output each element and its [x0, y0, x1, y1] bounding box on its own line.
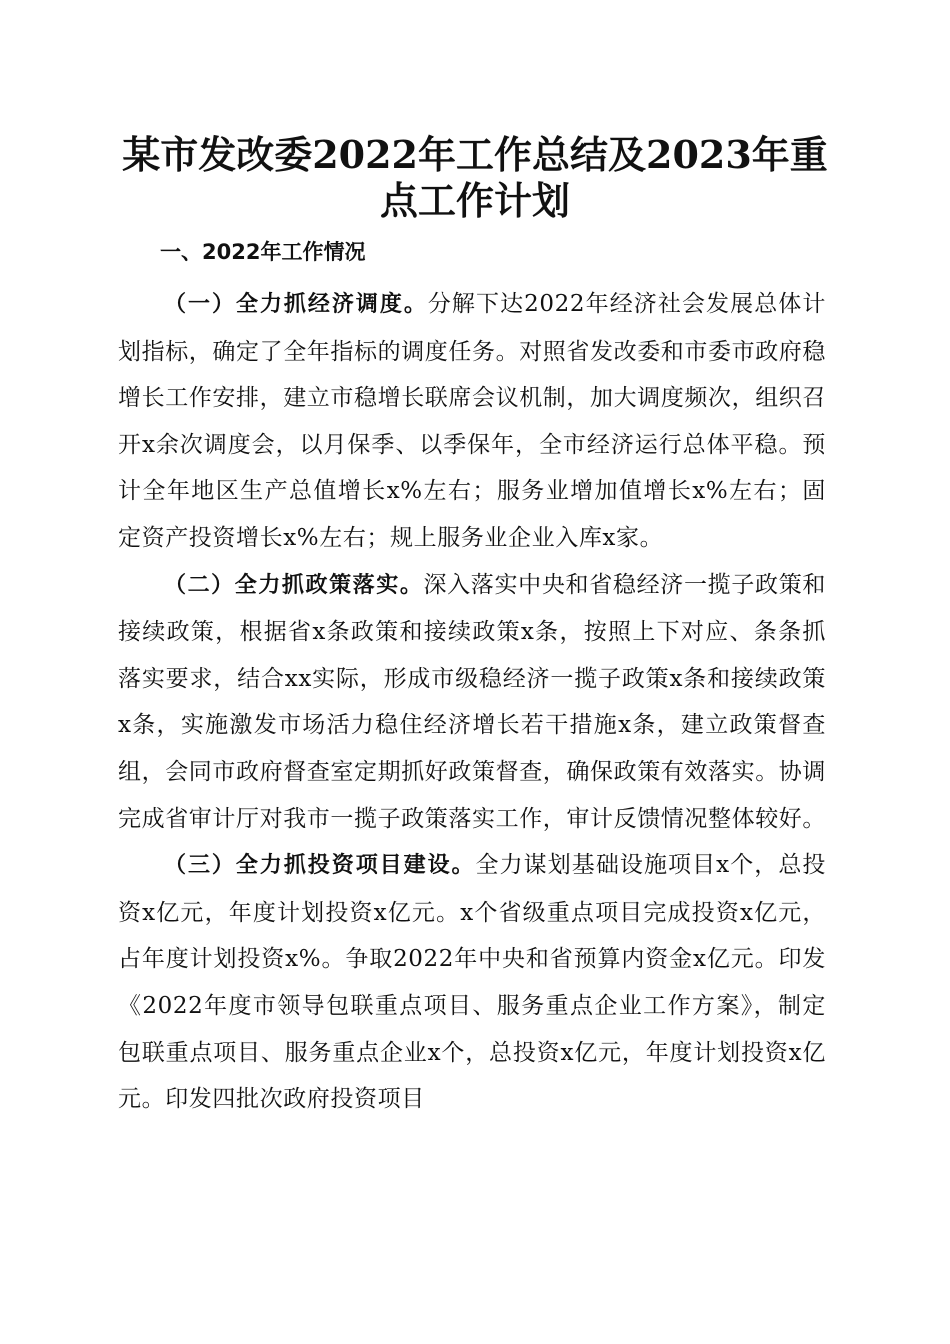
paragraph-investment-projects	[118, 842, 826, 1123]
paragraph-text: 深入落实中央和省稳经济一揽子政策和接续政策，根据省x条政策和接续政策x条，按照上下对应、条条抓落实要求，结合xx实际，形成市级稳经济一揽子政策x条和接续政策x条，实施激发市场活力稳住经济增长若干措施x条，建立政策督查组，会同市政府督查室定期抓好政策督查，确保政策有效落实。协调完成省审计厅对我市一揽子政策落实工作，审计反馈情况整体较好。	[118, 571, 826, 832]
paragraph-policy-implementation	[118, 562, 826, 843]
paragraph-lead: （二）全力抓政策落实。	[164, 572, 424, 598]
paragraph-text: 分解下达2022年经济社会发展总体计划指标，确定了全年指标的调度任务。对照省发改委和市委市政府稳增长工作安排，建立市稳增长联席会议机制，加大调度频次，组织召开x余次调度会，以月保季、以季保年，全市经济运行总体平稳。预计全年地区生产总值增长x%左右；服务业增加值增长x%左右；固定资产投资增长x%左右；规上服务业企业入库x家。	[118, 291, 826, 551]
document-body	[118, 281, 826, 1123]
paragraph-text: 全力谋划基础设施项目x个，总投资x亿元，年度计划投资x亿元。x个省级重点项目完成投资x亿元，占年度计划投资x%。争取2022年中央和省预算内资金x亿元。印发《2022年度市领导包联重点项目、服务重点企业工作方案》，制定包联重点项目、服务重点企业x个，总投资x亿元，年度计划投资x亿元。印发四批次政府投资项目	[118, 852, 826, 1113]
document-title: 某市发改委2022年工作总结及2023年重点工作计划	[122, 132, 828, 223]
paragraph-lead: （一）全力抓经济调度。	[164, 292, 428, 317]
section-heading: 一、2022年工作情况	[160, 240, 366, 264]
paragraph-lead: （三）全力抓投资项目建设。	[164, 853, 476, 879]
paragraph-economic-dispatch	[118, 281, 826, 562]
